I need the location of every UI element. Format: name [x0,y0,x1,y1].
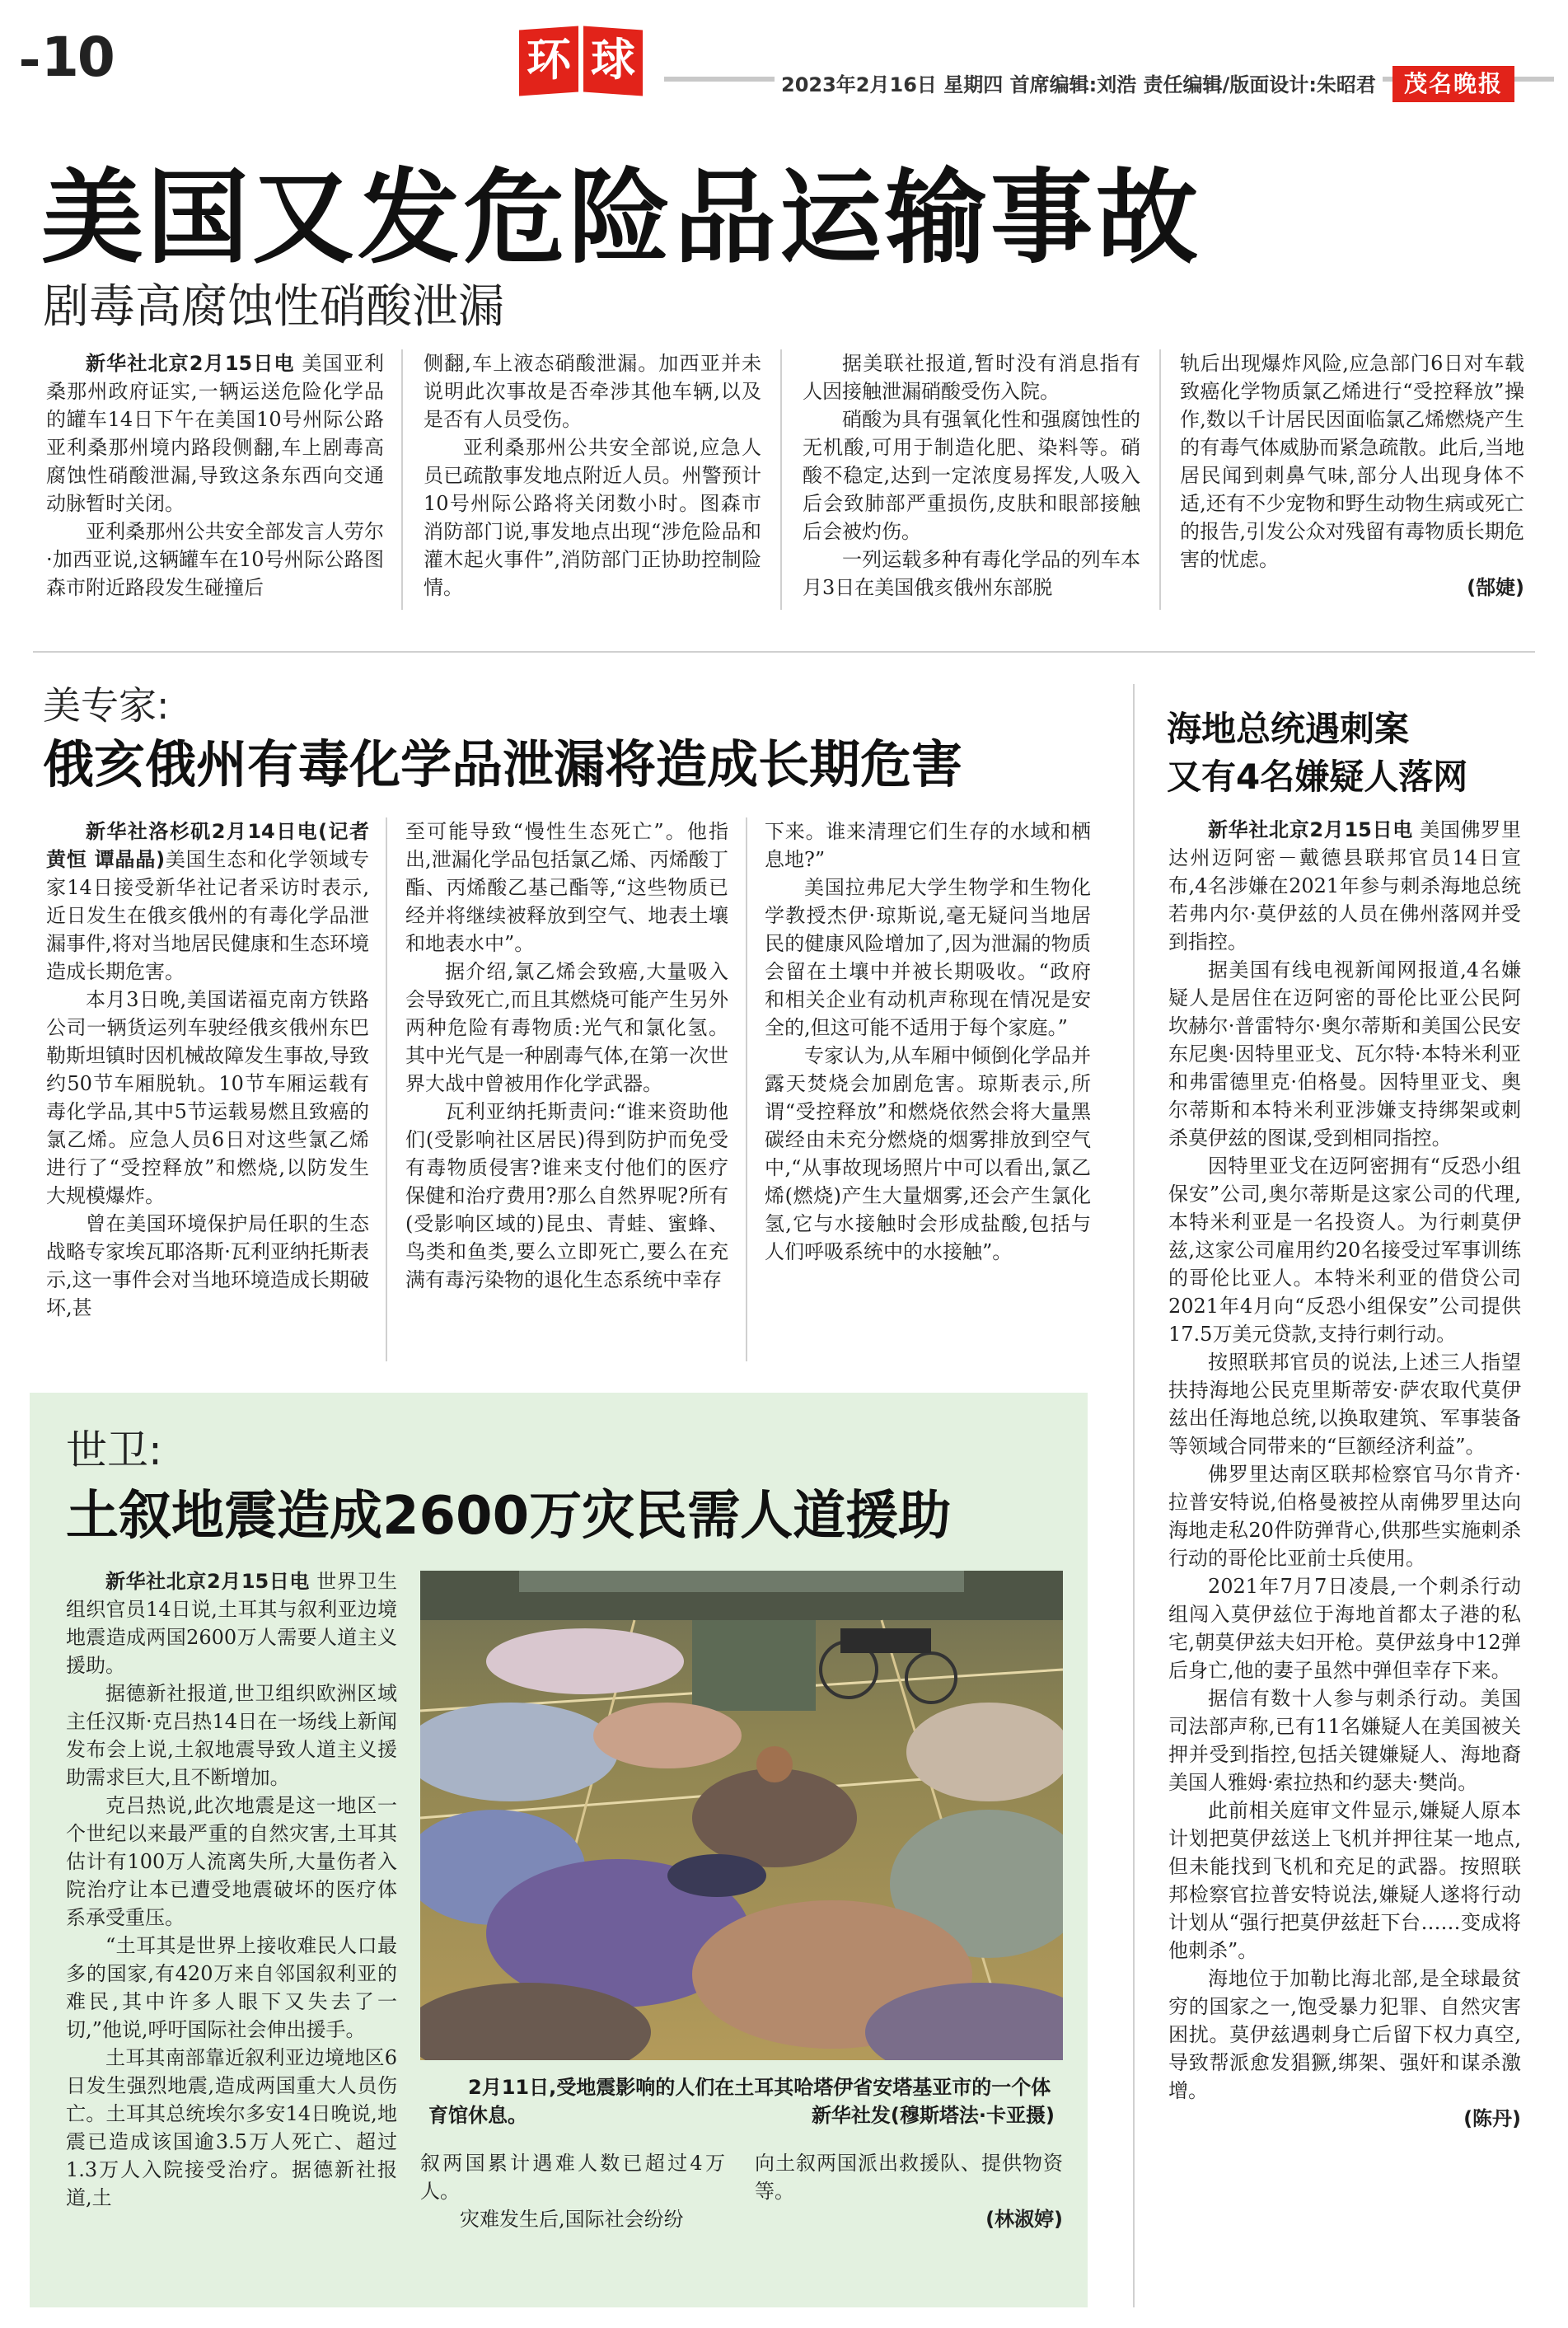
story2-c3-p3: 专家认为,从车厢中倾倒化学品并露天焚烧会加剧危害。琼斯表示,所谓“受控释放”和燃烧依然会将大量黑碳经由未充分燃烧的烟雾排放到空气中,“从事故现场照片中可以看出,氯乙烯(燃烧)产生大量烟雾,还会产生氯化氢,它与水接触时会形成盐酸,包括与人们呼吸系统中的水接触”。 [765,1044,1091,1263]
story4-p1: 美国佛罗里达州迈阿密－戴德县联邦官员14日宣布,4名涉嫌在2021年参与刺杀海地总统若弗内尔·莫伊兹的人员在佛州落网并受到指控。 [1168,818,1521,953]
story4-headline-line-1: 海地总统遇刺案 [1167,709,1410,749]
section-logo [519,28,643,94]
story3-column-1 [66,1567,397,2212]
story3-kicker: 世卫: [66,1426,162,1474]
story3-c2-p2: 灾难发生后,国际社会纷纷 [460,2208,684,2231]
story3-c3-p1: 向土叙两国派出救援队、提供物资等。 [755,2152,1063,2203]
story4-p7: 据信有数十人参与刺杀行动。美国司法部声称,已有11名嫌疑人在美国被关押并受到指控,包括关键嫌疑人、海地裔美国人雅姆·索拉热和约瑟夫·樊尚。 [1168,1687,1521,1794]
story2-c3-p1: 下来。谁来清理它们生存的水域和栖息地?” [765,820,1091,871]
story2-c2-p3: 瓦利亚纳托斯责问:“谁来资助他们(受影响社区居民)得到防护而免受有毒物质侵害?谁来支付他们的医疗保健和治疗费用?那么自然界呢?所有(受影响区域的)昆虫、青蛙、蜜蜂、鸟类和鱼类,要么立即死亡,要么在充满有毒污染物的退化生态系统中幸存 [405,1100,728,1291]
story1-c3-p2: 硝酸为具有强氧化性和强腐蚀性的无机酸,可用于制造化肥、染料等。硝酸不稳定,达到一定浓度易挥发,人吸入后会致肺部严重损伤,皮肤和眼部接触后会被灼伤。 [803,408,1140,543]
photo-credit: 新华社发(穆斯塔法·卡亚摄) [811,2104,1055,2127]
photo-illustration [420,1571,1063,2060]
story1-c2-p1: 侧翻,车上液态硝酸泄漏。加西亚并未说明此次事故是否牵涉其他车辆,以及是否有人员受伤。 [424,352,761,431]
story1-column-4 [1180,349,1524,602]
story1-column-2 [424,349,761,602]
story2-c2-p1: 至可能导致“慢性生态死亡”。他指出,泄漏化学品包括氯乙烯、丙烯酸丁酯、丙烯酸乙基己酯等,“这些物质已经并将继续被释放到空气、地表土壤和地表水中”。 [405,820,728,955]
story1-dateline: 新华社北京2月15日电 [86,352,295,375]
story2-column-3 [765,817,1091,1266]
section-logo-char-2: 球 [591,34,635,86]
earthquake-shelter-photo [420,1571,1063,2060]
story3-c1-p2: 据德新社报道,世卫组织欧洲区域主任汉斯·克吕热14日在一场线上新闻发布会上说,土叙地震导致人道主义援助需求巨大,且不断增加。 [66,1682,397,1789]
story2-dateline: 新华社洛杉矶2月14日电(记者黄恒 谭晶晶) [46,820,369,871]
story4-headline [1167,705,1529,801]
story2-c3-p2: 美国拉弗尼大学生物学和生物化学教授杰伊·琼斯说,毫无疑问当地居民的健康风险增加了,因为泄漏的物质会留在土壤中并被长期吸收。“政府和相关企业有动机声称现在情况是安全的,但这可能不适用于每个家庭。” [765,876,1091,1039]
story3-c1-p1: 世界卫生组织官员14日说,土耳其与叙利亚边境地震造成两国2600万人需要人道主义援助。 [66,1570,397,1677]
story4-p6: 2021年7月7日凌晨,一个刺杀行动组闯入莫伊兹位于海地首都太子港的私宅,朝莫伊兹夫妇开枪。莫伊兹身中12弹后身亡,他的妻子虽然中弹但幸存下来。 [1168,1575,1521,1682]
story4-p5: 佛罗里达南区联邦检察官马尔肯齐·拉普安特说,伯格曼被控从南佛罗里达向海地走私20件防弹背心,供那些实施刺杀行动的哥伦比亚前士兵使用。 [1168,1463,1521,1570]
story2-c1-p2: 本月3日晚,美国诺福克南方铁路公司一辆货运列车驶经俄亥俄州东巴勒斯坦镇时因机械故障发生事故,导致约50节车厢脱轨。10节车厢运载有毒化学品,其中5节运载易燃且致癌的氯乙烯。应急人员6日对这些氯乙烯进行了“受控释放”和燃烧,以防发生大规模爆炸。 [46,988,369,1207]
story1-c1-p2: 亚利桑那州公共安全部发言人劳尔·加西亚说,这辆罐车在10号州际公路图森市附近路段发生碰撞后 [46,520,384,599]
story3-c1-p3: 克吕热说,此次地震是这一地区一个世纪以来最严重的自然灾害,土耳其估计有100万人流离失所,大量伤者入院治疗让本已遭受地震破坏的医疗体系承受重压。 [66,1794,397,1929]
story2-column-2 [405,817,728,1294]
story3-column-2 [420,2149,725,2233]
photo-caption [428,2073,1055,2129]
story3-c1-p4: “土耳其是世界上接收难民人口最多的国家,有420万来自邻国叙利亚的难民,其中许多人眼下又失去了一切,”他说,呼吁国际社会伸出援手。 [66,1934,397,2041]
story4-p2: 据美国有线电视新闻网报道,4名嫌疑人是居住在迈阿密的哥伦比亚公民阿坎赫尔·普雷特尔·奥尔蒂斯和美国公民安东尼奥·因特里亚戈、瓦尔特·本特米利亚和弗雷德里克·伯格曼。因特里亚戈、奥尔蒂斯和本特米利亚涉嫌支持绑架或刺杀莫伊兹的图谋,受到相同指控。 [1168,958,1521,1150]
story3-c2-p1: 叙两国累计遇难人数已超过4万人。 [420,2152,725,2203]
story3-byline: (林淑婷) [985,2208,1063,2231]
newspaper-logo: 茂名晚报 [1392,66,1514,102]
story4-p8: 此前相关庭审文件显示,嫌疑人原本计划把莫伊兹送上飞机并押往某一地点,但未能找到飞机和充足的武器。按照联邦检察官拉普安特说法,嫌疑人遂将行动计划从“强行把莫伊兹赶下台……变成将他刺杀”。 [1168,1799,1521,1962]
story2-c1-p1: 美国生态和化学领域专家14日接受新华社记者采访时表示,近日发生在俄亥俄州的有毒化学品泄漏事件,将对当地居民健康和生态环境造成长期危害。 [46,848,369,983]
story4-body [1168,816,1521,2133]
section-logo-char-1: 环 [527,34,571,86]
story4-dateline: 新华社北京2月15日电 [1208,818,1413,841]
story3-column-3 [755,2149,1063,2233]
story4-p4: 按照联邦官员的说法,上述三人指望扶持海地公民克里斯蒂安·萨农取代莫伊兹出任海地总统,以换取建筑、军事装备等领域合同带来的“巨额经济利益”。 [1168,1351,1521,1458]
story1-c3-p1: 据美联社报道,暂时没有消息指有人因接触泄漏硝酸受伤入院。 [803,352,1140,403]
photo-caption-text: 2月11日,受地震影响的人们在土耳其哈塔伊省安塔基亚市的一个体育馆休息。 [428,2076,1051,2127]
story3-dateline: 新华社北京2月15日电 [105,1570,310,1593]
story2-column-1 [46,817,369,1322]
story1-byline: (郜婕) [1467,576,1524,599]
story1-c4-p1: 轨后出现爆炸风险,应急部门6日对车载致癌化学物质氯乙烯进行“受控释放”操作,数以千计居民因面临氯乙烯燃烧产生的有毒气体威胁而紧急疏散。此后,当地居民闻到刺鼻气味,部分人出现身体不适,还有不少宠物和野生动物生病或死亡的报告,引发公众对残留有毒物质长期危害的忧虑。 [1180,352,1524,571]
story2-headline: 俄亥俄州有毒化学品泄漏将造成长期危害 [43,734,963,794]
story2-c1-p3: 曾在美国环境保护局任职的生态战略专家埃瓦耶洛斯·瓦利亚纳托斯表示,这一事件会对当地环境造成长期破坏,甚 [46,1212,369,1319]
story1-column-3 [803,349,1140,602]
story1-column-1 [46,349,384,602]
story4-p9: 海地位于加勒比海北部,是全球最贫穷的国家之一,饱受暴力犯罪、自然灾害困扰。莫伊兹遇刺身亡后留下权力真空,导致帮派愈发猖獗,绑架、强奸和谋杀激增。 [1168,1967,1521,2102]
header-info: 2023年2月16日 星期四 首席编辑:刘浩 责任编辑/版面设计:朱昭君 [775,73,1383,97]
story1-headline: 美国又发危险品运输事故 [41,159,1202,278]
story4-byline: (陈丹) [1463,2107,1521,2130]
story1-c2-p2: 亚利桑那州公共安全部说,应急人员已疏散事发地点附近人员。州警预计10号州际公路将关闭数小时。图森市消防部门说,事发地点出现“涉危险品和灌木起火事件”,消防部门正协助控制险情。 [424,436,761,599]
story2-kicker: 美专家: [43,683,170,728]
story3-headline: 土叙地震造成2600万灾民需人道援助 [66,1486,952,1547]
story2-c2-p2: 据介绍,氯乙烯会致癌,大量吸入会导致死亡,而且其燃烧可能产生另外两种危险有毒物质:光气和氯化氢。其中光气是一种剧毒气体,在第一次世界大战中曾被用作化学武器。 [405,960,728,1095]
story1-c1-p1: 美国亚利桑那州政府证实,一辆运送危险化学品的罐车14日下午在美国10号州际公路亚利桑那州境内路段侧翻,车上剧毒高腐蚀性硝酸泄漏,导致这条东西向交通动脉暂时关闭。 [46,352,384,515]
story1-c3-p3: 一列运载多种有毒化学品的列车本月3日在美国俄亥俄州东部脱 [803,548,1140,599]
page-number: 10 [23,25,114,91]
story4-headline-line-2: 又有4名嫌疑人落网 [1167,756,1468,797]
story4-p3: 因特里亚戈在迈阿密拥有“反恐小组保安”公司,奥尔蒂斯是这家公司的代理,本特米利亚是一名投资人。为行刺莫伊兹,这家公司雇用约20名接受过军事训练的哥伦比亚人。本特米利亚的借贷公司2021年4月向“反恐小组保安”公司提供17.5万美元贷款,支持行刺行动。 [1168,1155,1521,1346]
story1-subhead: 剧毒高腐蚀性硝酸泄漏 [43,280,504,334]
story3-c1-p5: 土耳其南部靠近叙利亚边境地区6日发生强烈地震,造成两国重大人员伤亡。土耳其总统埃尔多安14日晚说,地震已造成该国逾3.5万人死亡、超过1.3万人入院接受治疗。据德新社报道,土 [66,2046,397,2209]
